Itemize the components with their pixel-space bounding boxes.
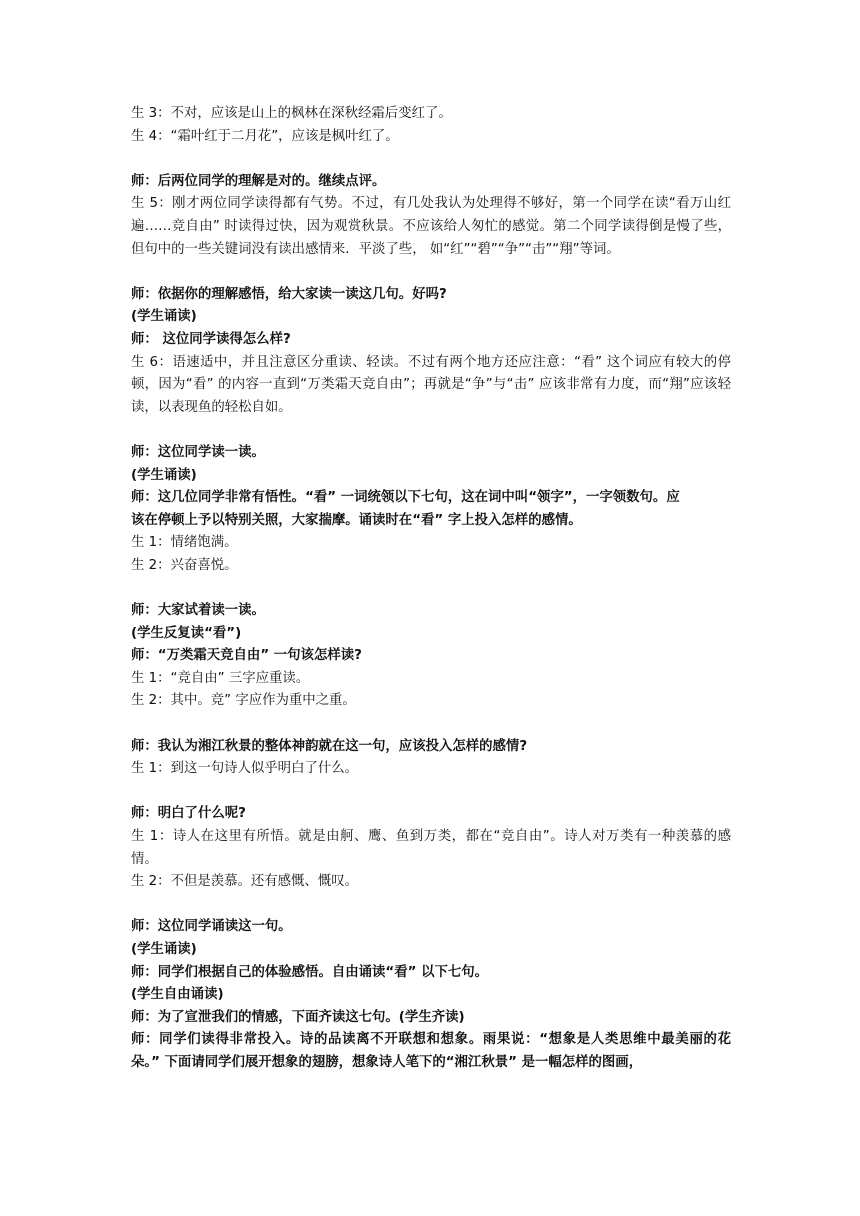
teacher-line: 师：为了宣泄我们的情感，下面齐读这七句。(学生齐读) — [131, 1009, 465, 1025]
teacher-line: 师：我认为湘江秋景的整体神韵就在这一句，应该投入怎样的感情? — [131, 738, 528, 754]
teacher-line: 师：同学们读得非常投入。诗的品读离不开联想和想象。雨果说：“想象是人类思维中最美丽的花朵。” 下面请同学们展开想象的翅膀，想象诗人笔下的“湘江秋景” 是一幅怎样的图画， — [131, 1032, 731, 1070]
paragraph-gap — [131, 261, 731, 284]
stage-direction: (学生诵读) — [131, 309, 197, 325]
teacher-line: 师：大家试着读一读。 — [131, 603, 265, 619]
student-1-line: 生 1：诗人在这里有所悟。就是由舸、鹰、鱼到万类，都在“竞自由”。诗人对万类有一种羡慕的感情。 — [131, 829, 731, 867]
paragraph-gap — [131, 781, 731, 804]
teacher-line: 师：“万类霜天竞自由” 一句该怎样读? — [131, 648, 362, 664]
paragraph-gap — [131, 894, 731, 917]
student-4-line: 生 4：“霜叶红于二月花”，应该是枫叶红了。 — [131, 128, 399, 144]
teacher-line: 师：这位同学诵读这一句。 — [131, 919, 292, 935]
teacher-line-continued: 该在停顿上予以特别关照，大家揣摩。诵读时在“看” 字上投入怎样的感情。 — [131, 512, 582, 528]
document-body — [131, 103, 731, 1075]
stage-direction: (学生诵读) — [131, 941, 197, 957]
student-5-line: 生 5：刚才两位同学读得都有气势。不过，有几处我认为处理得不够好，第一个同学在读“看万山红遍……竞自由” 时读得过快，因为观赏秋景。不应该给人匆忙的感觉。第二个同学读得倒是慢了些，但句中的一些关键词没有读出感情来．平淡了些， 如“红”“碧”“争”“击”“翔”等词。 — [131, 196, 731, 257]
teacher-line: 师： 这位同学读得怎么样? — [131, 331, 291, 347]
student-1-line: 生 1：“竞自由” 三字应重读。 — [131, 670, 310, 686]
student-1-line: 生 1：到这一句诗人似乎明白了什么。 — [131, 761, 359, 777]
teacher-line: 师：同学们根据自己的体验感悟。自由诵读“看” 以下七句。 — [131, 964, 489, 980]
student-1-line: 生 1：情绪饱满。 — [131, 535, 238, 551]
student-2-line: 生 2：不但是羡慕。还有感慨、慨叹。 — [131, 874, 359, 890]
teacher-line: 师：明白了什么呢? — [131, 806, 246, 822]
student-2-line: 生 2：兴奋喜悦。 — [131, 557, 238, 573]
paragraph-gap — [131, 713, 731, 736]
teacher-line: 师：这位同学读一读。 — [131, 444, 265, 460]
student-3-line: 生 3：不对，应该是山上的枫林在深秋经霜后变红了。 — [131, 106, 452, 121]
teacher-line: 师：依据你的理解感悟，给大家读一读这几句。好吗? — [131, 286, 447, 302]
teacher-line: 师：这几位同学非常有悟性。“看” 一词统领以下七句，这在词中叫“领字”，一字领数句。应 — [131, 490, 680, 506]
stage-direction: (学生自由诵读) — [131, 987, 224, 1003]
paragraph-gap — [131, 148, 731, 171]
stage-direction: (学生反复读“看”) — [131, 625, 242, 641]
paragraph-gap — [131, 577, 731, 600]
student-6-line: 生 6：语速适中，并且注意区分重读、轻读。不过有两个地方还应注意：“看” 这个词应有较大的停顿，因为“看” 的内容一直到“万类霜天竞自由”；再就是“争”与“击” 应该非常有力度，而“翔”应该轻读，以表现鱼的轻松自如。 — [131, 354, 731, 415]
stage-direction: (学生诵读) — [131, 467, 197, 483]
paragraph-gap — [131, 419, 731, 442]
teacher-line: 师：后两位同学的理解是对的。继续点评。 — [131, 173, 386, 189]
student-2-line: 生 2：其中。竞” 字应作为重中之重。 — [131, 693, 356, 709]
